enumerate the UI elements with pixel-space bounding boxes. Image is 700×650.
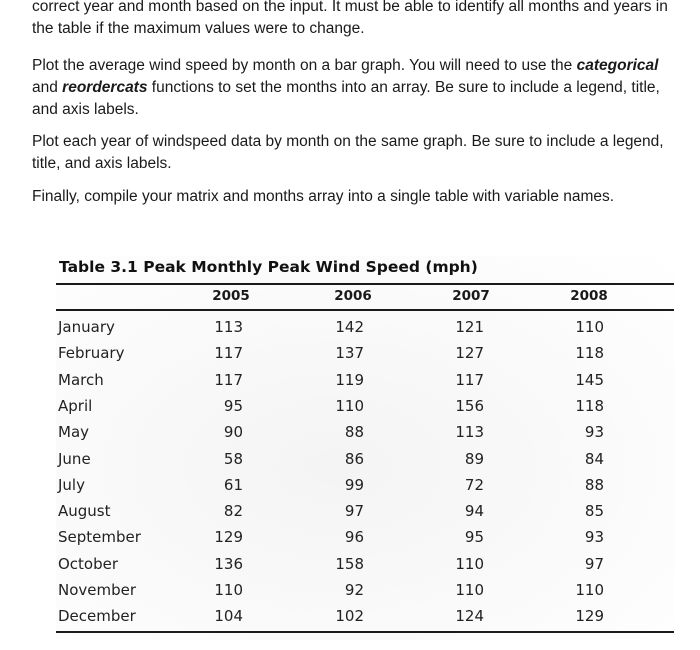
month-label: May <box>58 423 90 442</box>
table-title: Table 3.1 Peak Monthly Peak Wind Speed (mph) <box>59 258 478 276</box>
wind-speed-cell: 124 <box>455 607 484 626</box>
table-row <box>56 371 674 397</box>
wind-speed-cell: 88 <box>344 423 364 442</box>
wind-speed-cell: 136 <box>214 554 243 573</box>
month-label: August <box>58 502 111 521</box>
wind-speed-cell: 102 <box>335 607 364 626</box>
table-row <box>56 397 674 423</box>
wind-speed-cell: 118 <box>575 344 604 363</box>
column-header-2006: 2006 <box>334 288 372 304</box>
month-label: July <box>58 475 85 494</box>
paragraph-4: Finally, compile your matrix and months array into a single table with variable names. <box>32 188 615 205</box>
wind-speed-cell: 97 <box>344 502 364 521</box>
wind-speed-cell: 137 <box>335 344 364 363</box>
keyword-categorical: categorical <box>576 57 659 74</box>
wind-speed-cell: 110 <box>335 396 364 415</box>
paragraph-2 <box>32 55 672 121</box>
month-label: September <box>58 528 141 547</box>
month-label: June <box>58 449 91 468</box>
wind-speed-cell: 119 <box>335 370 364 389</box>
wind-speed-cell: 156 <box>455 396 484 415</box>
month-label: April <box>58 396 93 415</box>
wind-speed-cell: 142 <box>335 318 364 336</box>
wind-speed-cell: 110 <box>455 554 484 573</box>
paragraph-1: correct year and month based on the input. It must be able to identify all months and years in the table if the maximum values were to change. <box>32 0 668 37</box>
paragraph-3: Plot each year of windspeed data by month on the same graph. Be sure to include a legend, title, and axis labels. <box>32 133 664 172</box>
wind-speed-cell: 92 <box>344 581 364 599</box>
wind-speed-cell: 118 <box>575 396 604 415</box>
column-header-2005: 2005 <box>212 288 250 304</box>
wind-speed-cell: 110 <box>575 581 604 599</box>
wind-speed-cell: 84 <box>584 449 604 468</box>
table-row <box>56 476 674 502</box>
wind-speed-cell: 94 <box>464 502 484 521</box>
wind-speed-cell: 127 <box>455 344 484 363</box>
table-bottom-rule <box>56 631 674 633</box>
wind-speed-cell: 61 <box>223 475 243 494</box>
table-row <box>56 528 674 554</box>
table-row <box>56 318 674 344</box>
wind-speed-cell: 86 <box>344 449 364 468</box>
table-row <box>56 423 674 449</box>
wind-speed-cell: 82 <box>223 502 243 521</box>
wind-speed-table <box>56 256 674 640</box>
table-row <box>56 344 674 370</box>
table-top-rule <box>56 283 674 285</box>
wind-speed-cell: 95 <box>464 528 484 547</box>
wind-speed-cell: 117 <box>455 370 484 389</box>
month-label: January <box>58 318 115 336</box>
paragraph-2-end: functions to set the months into an array. Be sure to include a legend, title, and axis labels. <box>32 79 660 118</box>
wind-speed-cell: 158 <box>335 554 364 573</box>
table-header-rule <box>56 309 674 311</box>
wind-speed-cell: 72 <box>464 475 484 494</box>
wind-speed-cell: 110 <box>214 581 243 599</box>
wind-speed-cell: 96 <box>344 528 364 547</box>
wind-speed-cell: 117 <box>214 370 243 389</box>
table-row <box>56 607 674 633</box>
month-label: March <box>58 370 104 389</box>
wind-speed-cell: 121 <box>455 318 484 336</box>
wind-speed-cell: 113 <box>455 423 484 442</box>
paragraph-2-mid: and <box>32 79 63 96</box>
month-label: December <box>58 607 136 626</box>
wind-speed-cell: 93 <box>584 528 604 547</box>
month-label: November <box>58 581 137 599</box>
wind-speed-cell: 85 <box>584 502 604 521</box>
column-header-2008: 2008 <box>570 288 608 304</box>
wind-speed-cell: 90 <box>223 423 243 442</box>
month-label: October <box>58 554 119 573</box>
wind-speed-cell: 129 <box>214 528 243 547</box>
wind-speed-cell: 89 <box>464 449 484 468</box>
wind-speed-cell: 58 <box>223 449 243 468</box>
table-row <box>56 581 674 607</box>
wind-speed-cell: 97 <box>584 554 604 573</box>
column-header-2007: 2007 <box>452 288 490 304</box>
keyword-reordercats: reordercats <box>62 79 148 96</box>
wind-speed-cell: 104 <box>214 607 243 626</box>
table-row <box>56 450 674 476</box>
wind-speed-cell: 95 <box>223 396 243 415</box>
table-row <box>56 555 674 581</box>
month-label: February <box>58 344 125 363</box>
wind-speed-cell: 93 <box>584 423 604 442</box>
paragraph-2-start: Plot the average wind speed by month on a bar graph. You will need to use the <box>32 57 577 74</box>
wind-speed-cell: 99 <box>344 475 364 494</box>
wind-speed-cell: 113 <box>214 318 243 336</box>
wind-speed-cell: 110 <box>575 318 604 336</box>
wind-speed-cell: 129 <box>575 607 604 626</box>
wind-speed-cell: 145 <box>575 370 604 389</box>
table-row <box>56 502 674 528</box>
wind-speed-cell: 88 <box>584 475 604 494</box>
wind-speed-cell: 117 <box>214 344 243 363</box>
wind-speed-cell: 110 <box>455 581 484 599</box>
